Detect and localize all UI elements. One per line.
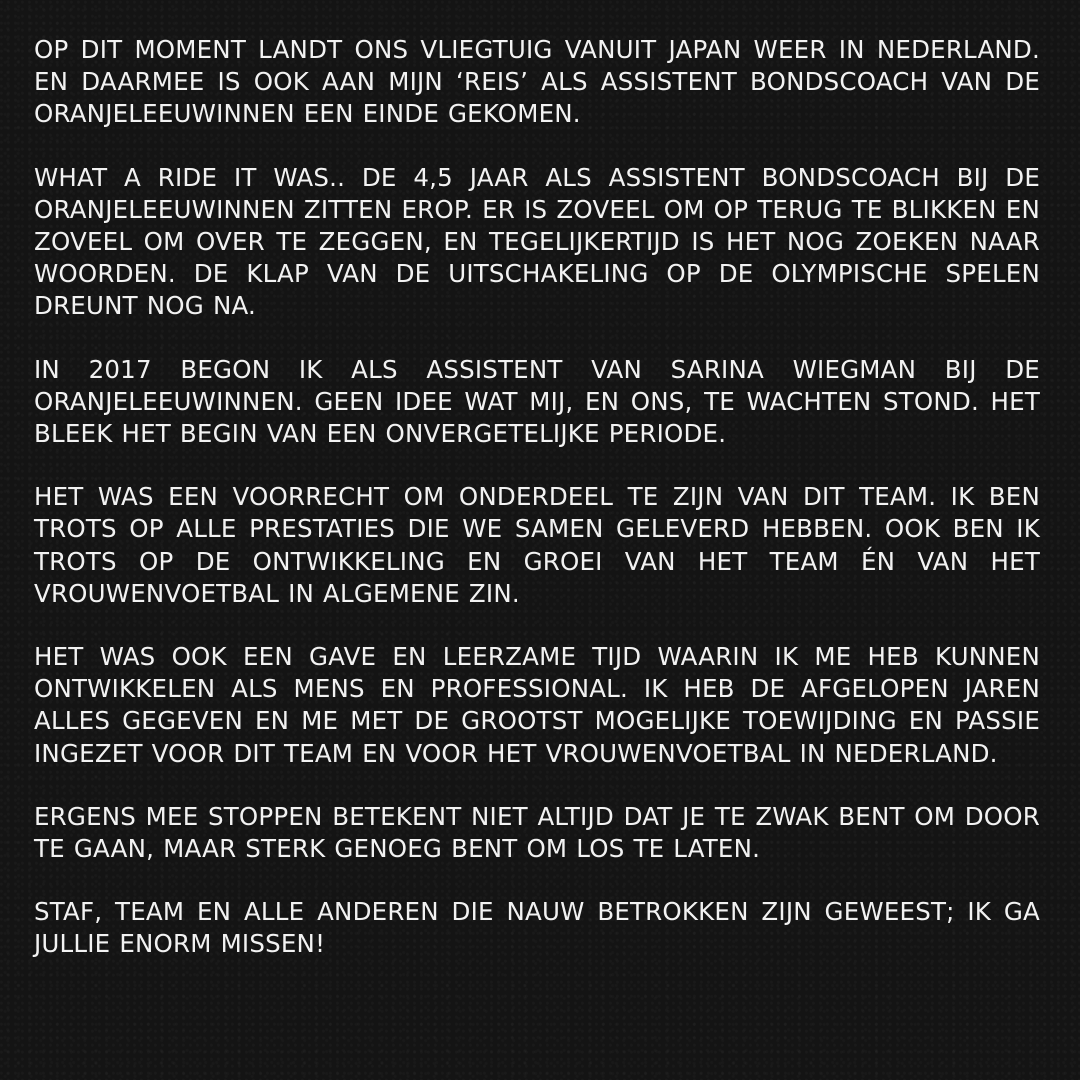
paragraph-farewell: STAF, TEAM EN ALLE ANDEREN DIE NAUW BETROKKEN ZIJN GEWEEST; IK GA JULLIE ENORM MISSEN! <box>34 897 1040 959</box>
paragraph-privilege: HET WAS EEN VOORRECHT OM ONDERDEEL TE ZIJN VAN DIT TEAM. IK BEN TROTS OP ALLE PRESTATIES DIE WE SAMEN GELEVERD HEBBEN. OOK BEN IK TROTS OP DE ONTWIKKELING EN GROEI VAN HET TEAM ÉN VAN HET VROUWENVOETBAL IN ALGEMENE ZIN. <box>34 482 1040 608</box>
paragraph-ride: WHAT A RIDE IT WAS.. DE 4,5 JAAR ALS ASSISTENT BONDSCOACH BIJ DE ORANJELEEUWINNEN ZITTEN EROP. ER IS ZOVEEL OM OP TERUG TE BLIKKEN EN ZOVEEL OM OVER TE ZEGGEN, EN TEGELIJKERTIJD IS HET NOG ZOEKEN NAAR WOORDEN. DE KLAP VAN DE UITSCHAKELING OP DE OLYMPISCHE SPELEN DREUNT NOG NA. <box>34 162 1040 321</box>
paragraph-letting-go: ERGENS MEE STOPPEN BETEKENT NIET ALTIJD DAT JE TE ZWAK BENT OM DOOR TE GAAN, MAAR STERK GENOEG BENT OM LOS TE LATEN. <box>34 801 1040 864</box>
paragraph-beginning: IN 2017 BEGON IK ALS ASSISTENT VAN SARINA WIEGMAN BIJ DE ORANJELEEUWINNEN. GEEN IDEE WAT MIJ, EN ONS, TE WACHTEN STOND. HET BLEEK HET BEGIN VAN EEN ONVERGETELIJKE PERIODE. <box>34 354 1040 449</box>
paragraph-growth: HET WAS OOK EEN GAVE EN LEERZAME TIJD WAARIN IK ME HEB KUNNEN ONTWIKKELEN ALS MENS EN PROFESSIONAL. IK HEB DE AFGELOPEN JAREN ALLES GEGEVEN EN ME MET DE GROOTST MOGELIJKE TOEWIJDING EN PASSIE INGEZET VOOR DIT TEAM EN VOOR HET VROUWENVOETBAL IN NEDERLAND. <box>34 642 1040 768</box>
paragraph-arrival: OP DIT MOMENT LANDT ONS VLIEGTUIG VANUIT JAPAN WEER IN NEDERLAND. EN DAARMEE IS OOK AAN MIJN ‘REIS’ ALS ASSISTENT BONDSCOACH VAN DE ORANJELEEUWINNEN EEN EINDE GEKOMEN. <box>34 35 1040 129</box>
